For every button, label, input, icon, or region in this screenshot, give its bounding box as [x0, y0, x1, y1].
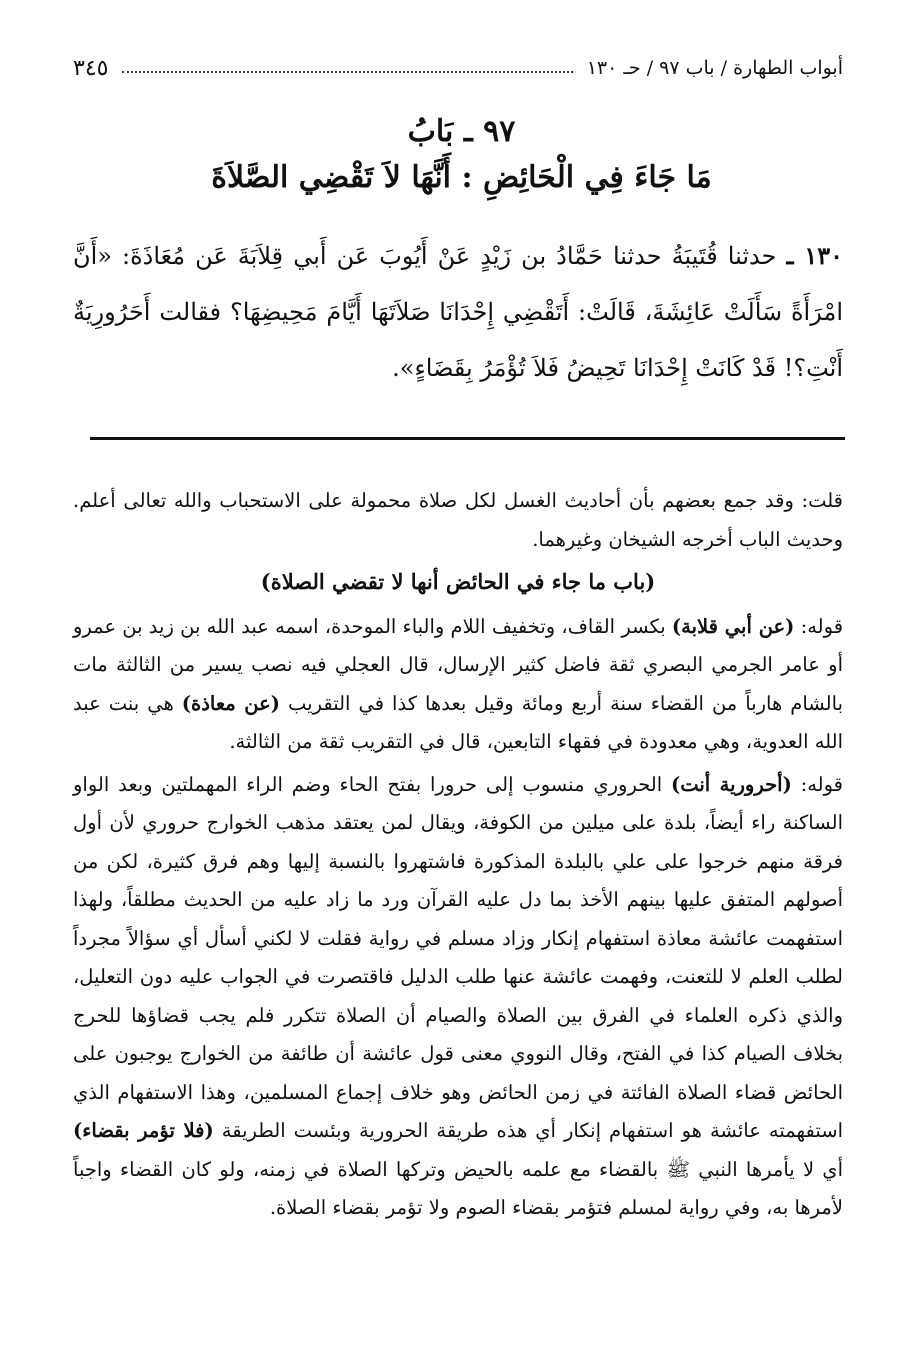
paragraph-lead: قوله:: [794, 614, 844, 638]
paragraph-text: أي لا يأمرها النبي ﷺ بالقضاء مع علمه بالحيض وتركها الصلاة في زمنه، ولو كان القضاء واجباً لأمرها به، وفي رواية لمسلم فتؤمر بقضاء الصوم ولا تؤمر بقضاء الصلاة.: [73, 1157, 843, 1219]
chapter-number: ٩٧ ـ بَابُ: [407, 114, 516, 149]
paragraph-text: هي بنت عبد الله العدوية، وهي معدودة في فقهاء التابعين، قال في التقريب ثقة من الثالثة.: [73, 691, 843, 753]
chapter-heading: [0, 110, 923, 202]
page-number: ٣٤٥: [73, 55, 109, 81]
quoted-term: (عن أبي قلابة): [671, 614, 795, 638]
footnote-separator-line: [90, 437, 845, 440]
header-leader-dots: [122, 71, 572, 73]
commentary-chapter-heading: (باب ما جاء في الحائض أنها لا تقضي الصلاة): [260, 569, 656, 594]
paragraph-lead: قوله:: [791, 772, 844, 796]
running-header: [73, 48, 843, 88]
quoted-term: (فلا تؤمر بقضاء): [73, 1119, 214, 1142]
quoted-term: (أحرورية أنت): [670, 772, 792, 796]
commentary-paragraph-3: [73, 766, 843, 1228]
commentary-paragraph-2: [73, 608, 843, 762]
hadith-text: حدثنا قُتَيبَةُ حدثنا حَمَّادُ بن زَيْدٍ عَنْ أَيُوبَ عَن أَبي قِلاَبَةَ عَن مُعَاذَةَ: «أَنَّ امْرَأَةً سَأَلَتْ عَائِشَةَ، قَالَتْ: أَتَقْضِي إِحْدَانَا صَلاَتَهَا أَيَّامَ مَحِيضِهَا؟ فقالت أَحَرُورِيَةٌ أَنْتِ؟! قَدْ كَانَتْ إِحْدَانَا تَحِيضُ فَلاَ تُؤْمَرُ بِقَضَاءٍ».: [73, 242, 843, 382]
paragraph-text: بكسر القاف، وتخفيف اللام والباء الموحدة، اسمه عبد الله بن زيد بن عمرو أو عامر الجرمي البصري ثقة فاضل كثير الإرسال، قال العجلي فيه نصب يسير من الثالثة مات بالشام هارباً من القضاء سنة أربع ومائة وقيل بعدها كذا في التقريب: [73, 614, 843, 715]
chapter-title: مَا جَاءَ فِي الْحَائِضِ : أَنَّهَا لاَ تَقْضِي الصَّلاَةَ: [211, 160, 712, 195]
header-title: أبواب الطهارة / باب ٩٧ / حـ ١٣٠: [586, 57, 843, 79]
commentary-section: [73, 482, 843, 1232]
hadith-text-block: [73, 228, 843, 396]
hadith-number: ١٣٠ ـ: [786, 241, 843, 270]
paragraph-text: الحروري منسوب إلى حرورا بفتح الحاء وضم الراء المهملتين وبعد الواو الساكنة راء أيضاً، بلدة على ميلين من الكوفة، ويقال لمن يعتقد مذهب الخوارج حروري لأن أول فرقة منهم خرجوا على علي بالبلدة المذكورة فاشتهروا بالنسبة إليها وهم فرق كثيرة، لكن من أصولهم المتفق عليها بينهم الأخذ بما دل عليه القرآن ورد ما زاد عليه من الحديث مطلقاً، ولهذا استفهمت عائشة معاذة استفهام إنكار وزاد مسلم في رواية فقلت لا لكني أسأل أي سؤالاً مجرداً لطلب العلم لا للتعنت، وفهمت عائشة عنها طلب الدليل فاقتصرت في الجواب عليه دون التعليل، والذي ذكره العلماء في الفرق بين الصلاة والصيام أن الصلاة تتكرر فلم يجب قضاؤها للحرج بخلاف الصيام كذا في الفتح، وقال النووي معنى قول عائشة أن طائفة من الخوارج يوجبون على الحائض قضاء الصلاة الفائتة في زمن الحائض وهو خلاف إجماع المسلمين، وهذا الاستفهام الذي استفهمته عائشة هو استفهام إنكار أي هذه طريقة الحرورية وبئست الطريقة: [73, 772, 843, 1142]
commentary-paragraph-1: قلت: وقد جمع بعضهم بأن أحاديث الغسل لكل صلاة محمولة على الاستحباب والله تعالى أعلم. وحديث الباب أخرجه الشيخان وغيرهما.: [73, 489, 843, 551]
quoted-term: (عن معاذة): [181, 691, 281, 715]
